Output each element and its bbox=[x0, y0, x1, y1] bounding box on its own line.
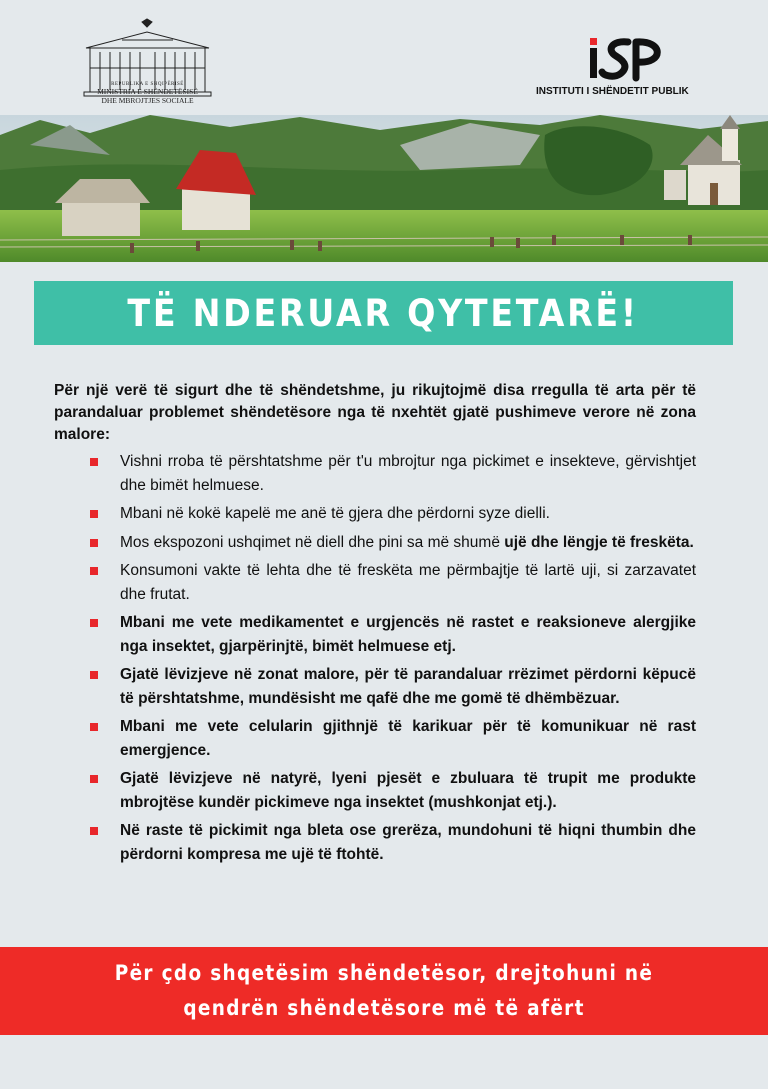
footer-banner bbox=[0, 947, 768, 1035]
isp-logo bbox=[584, 34, 668, 82]
mountain-village-photo bbox=[0, 115, 768, 262]
bullet-icon bbox=[90, 775, 98, 783]
title-banner bbox=[34, 281, 733, 345]
footer-line1: Për çdo shqetësim shëndetësor, drejtohuni në bbox=[114, 961, 654, 985]
ministry-line1: MINISTRIA E SHËNDETËSISË bbox=[97, 87, 198, 96]
bullet-icon bbox=[90, 458, 98, 466]
bullet-icon bbox=[90, 671, 98, 679]
ministry-line2: DHE MBROJTJES SOCIALE bbox=[101, 96, 194, 105]
bullet-icon bbox=[90, 827, 98, 835]
rule-item: Në raste të pickimit nga bleta ose grerëza, mundohuni të hiqni thumbin dhe përdorni kompresa me ujë të ftohtë. bbox=[120, 819, 696, 866]
ministry-country: REPUBLIKA E SHQIPËRISË bbox=[111, 82, 184, 87]
page-title: TË NDERUAR QYTETARË! bbox=[127, 291, 640, 335]
rule-item: Mbani me vete medikamentet e urgjencës në rastet e reaksioneve alergjike nga insektet, gjarpërinjtë, bimët helmuese etj. bbox=[120, 611, 696, 658]
rule-item: Mbani me vete celularin gjithnjë të karikuar për të komunikuar në rast emergjence. bbox=[120, 715, 696, 762]
rule-item: Mos ekspozoni ushqimet në diell dhe pini sa më shumë ujë dhe lëngje të freskëta. bbox=[120, 531, 696, 555]
rule-item: Gjatë lëvizjeve në zonat malore, për të parandaluar rrëzimet përdorni këpucë të përshtatshme, mundësisht me qafë dhe me gomë të dhëmbëzuar. bbox=[120, 663, 696, 710]
rule-item: Vishni rroba të përshtatshme për t'u mbrojtur nga pickimet e insekteve, gërvishtjet dhe bimët helmuese. bbox=[120, 450, 696, 497]
bullet-icon bbox=[90, 539, 98, 547]
ministry-name bbox=[80, 82, 215, 105]
header bbox=[0, 0, 768, 115]
bullet-icon bbox=[90, 567, 98, 575]
rule-item: Mbani në kokë kapelë me anë të gjera dhe përdorni syze dielli. bbox=[120, 502, 696, 526]
isp-name: INSTITUTI I SHËNDETIT PUBLIK bbox=[536, 86, 689, 97]
bullet-icon bbox=[90, 619, 98, 627]
rule-item: Gjatë lëvizjeve në natyrë, lyeni pjesët e zbuluara të trupit me produkte mbrojtëse kundër pickimeve nga insektet (mushkonjat etj.). bbox=[120, 767, 696, 814]
rule-item: Konsumoni vakte të lehta dhe të freskëta me përmbajtje të lartë uji, si zarzavatet dhe frutat. bbox=[120, 559, 696, 606]
bullet-icon bbox=[90, 510, 98, 518]
intro-paragraph: Për një verë të sigurt dhe të shëndetshme, ju rikujtojmë disa rregulla të arta për të parandaluar problemet shëndetësore nga të nxehtët gjatë pushimeve verore në zona malore: bbox=[54, 382, 696, 443]
footer-line2: qendrën shëndetësore më të afërt bbox=[183, 996, 585, 1020]
bullet-icon bbox=[90, 723, 98, 731]
advice-content bbox=[54, 380, 696, 871]
rules-list bbox=[54, 450, 696, 866]
isp-logo-text: iSP bbox=[584, 34, 586, 35]
